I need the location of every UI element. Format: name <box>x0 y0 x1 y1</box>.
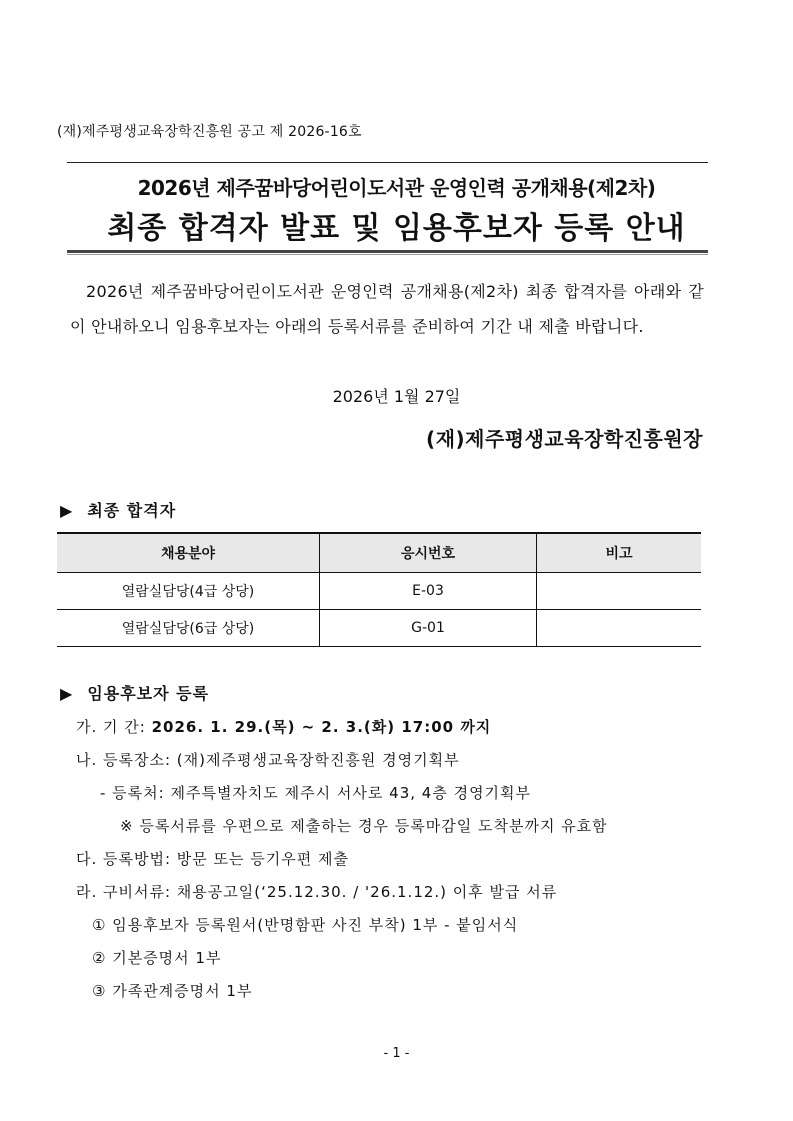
section-registration-heading <box>60 681 209 704</box>
required-documents: 라. 구비서류: 채용공고일(‘25.12.30. / '26.1.12.) 이후 발급 서류 <box>76 883 558 901</box>
table-cell <box>537 573 702 610</box>
registration-period <box>76 716 491 737</box>
document-item: ③ 가족관계증명서 1부 <box>92 982 253 1000</box>
notice-number: (재)제주평생교육장학진흥원 공고 제 2026-16호 <box>57 124 362 140</box>
column-header: 채용분야 <box>57 533 320 573</box>
page-number: - 1 - <box>383 1046 410 1061</box>
document-item: ① 임용후보자 등록원서(반명함판 사진 부착) 1부 - 붙임서식 <box>92 916 519 934</box>
table-cell: E-03 <box>320 573 537 610</box>
table-row <box>57 610 701 647</box>
column-header: 비고 <box>537 533 702 573</box>
table-header-row <box>57 533 701 573</box>
registration-place: 나. 등록장소: (재)제주평생교육장학진흥원 경영기획부 <box>76 751 460 769</box>
title-top-rule <box>67 162 708 163</box>
registration-note: ※ 등록서류를 우편으로 제출하는 경우 등록마감일 도착분까지 유효함 <box>120 817 608 835</box>
column-header: 응시번호 <box>320 533 537 573</box>
title-bottom-rule <box>67 250 708 253</box>
table-row <box>57 573 701 610</box>
intro-paragraph: 2026년 제주꿈바당어린이도서관 운영인력 공개채용(제2차) 최종 합격자를 아래와 같이 안내하오니 임용후보자는 아래의 등록서류를 준비하여 기간 내 제출 바랍니다. <box>70 282 704 336</box>
triangle-bullet-icon: ▶ <box>60 501 74 520</box>
issuer-name: (재)제주평생교육장학진흥원장 <box>426 427 703 451</box>
section-heading-label: 최종 합격자 <box>87 501 177 520</box>
table-cell: 열람실담당(6급 상당) <box>57 610 320 647</box>
table-cell: 열람실담당(4급 상당) <box>57 573 320 610</box>
table-cell: G-01 <box>320 610 537 647</box>
registration-method: 다. 등록방법: 방문 또는 등기우편 제출 <box>76 850 350 868</box>
results-table <box>57 532 701 647</box>
period-value: 2026. 1. 29.(목) ~ 2. 3.(화) 17:00 까지 <box>151 718 492 736</box>
registration-address: - 등록처: 제주특별자치도 제주시 서사로 43, 4층 경영기획부 <box>100 784 532 802</box>
section-final-passers-heading <box>60 498 176 521</box>
announcement-date: 2026년 1월 27일 <box>332 387 461 406</box>
document-item: ② 기본증명서 1부 <box>92 949 222 967</box>
triangle-bullet-icon: ▶ <box>60 684 74 703</box>
document-title: 최종 합격자 발표 및 임용후보자 등록 안내 <box>107 211 686 246</box>
section-heading-label: 임용후보자 등록 <box>87 684 210 703</box>
title-bottom-rule-thin <box>67 254 708 255</box>
table-cell <box>537 610 702 647</box>
document-subtitle: 2026년 제주꿈바당어린이도서관 운영인력 공개채용(제2차) <box>137 176 656 200</box>
period-label: 가. 기 간: <box>76 718 146 736</box>
